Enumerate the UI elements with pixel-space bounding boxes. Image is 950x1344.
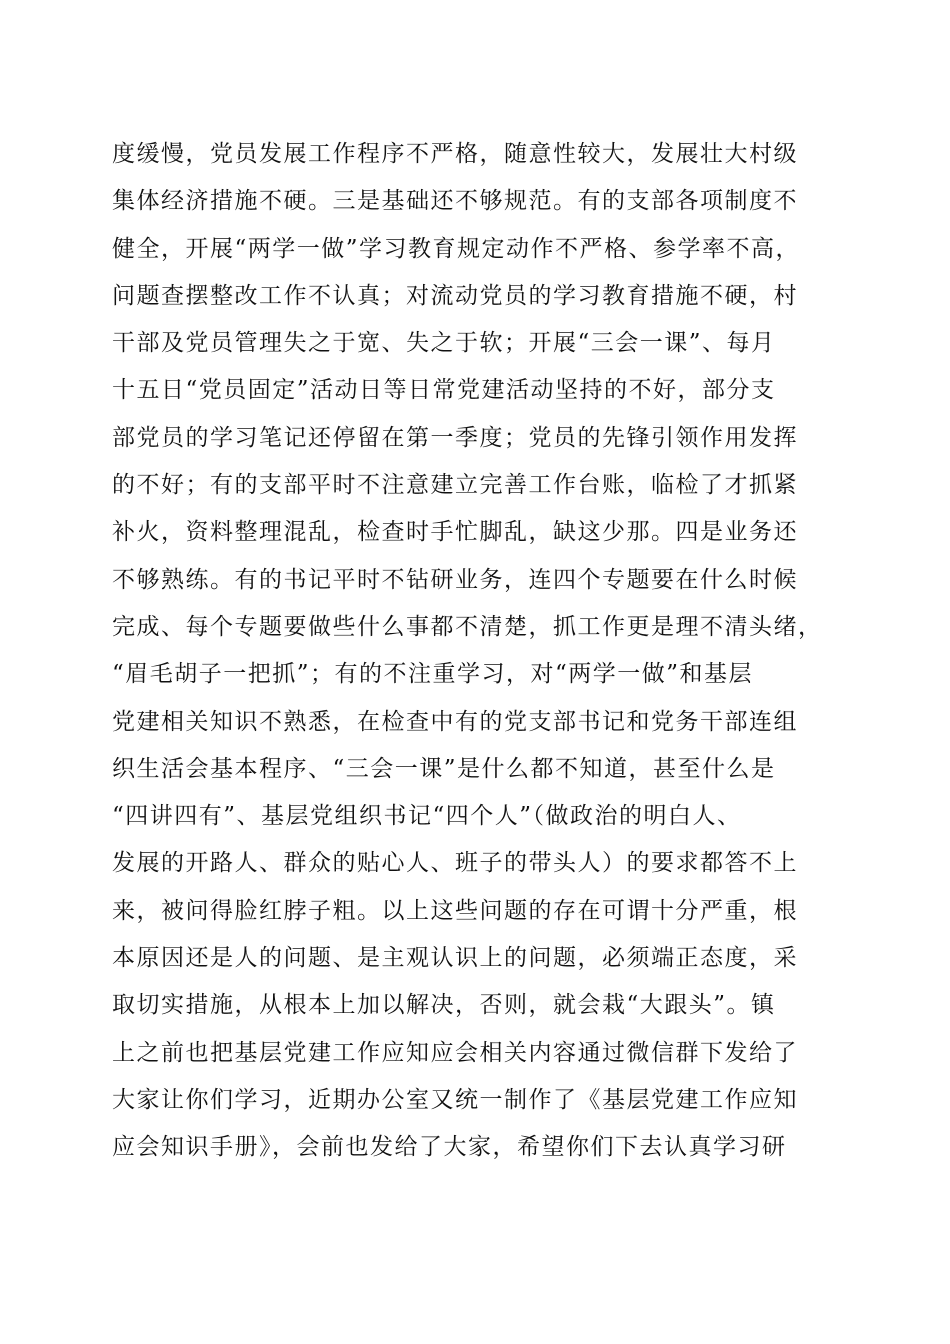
body-text: [112, 131, 842, 1172]
text-line: 本原因还是人的问题、是主观认识上的问题，必须端正态度，采: [112, 945, 798, 972]
text-line: 问题查摆整改工作不认真；对流动党员的学习教育措施不硬，村: [112, 282, 798, 309]
text-line: 的不好；有的支部平时不注意建立完善工作台账，临检了才抓紧: [112, 472, 798, 499]
text-line: 度缓慢，党员发展工作程序不严格，随意性较大，发展壮大村级: [112, 141, 798, 167]
text-line: 上之前也把基层党建工作应知应会相关内容通过微信群下发给了: [112, 1039, 798, 1066]
text-line: “四讲四有”、基层党组织书记“四个人”（做政治的明白人、: [112, 803, 742, 830]
text-line: 干部及党员管理失之于宽、失之于软；开展“三会一课”、每月: [112, 330, 776, 357]
text-line: 健全，开展“两学一做”学习教育规定动作不严格、参学率不高，: [112, 235, 801, 262]
text-line: 集体经济措施不硬。三是基础还不够规范。有的支部各项制度不: [112, 188, 798, 215]
text-line: 党建相关知识不熟悉，在检查中有的党支部书记和党务干部连组: [112, 708, 798, 735]
text-line: 完成、每个专题要做些什么事都不清楚，抓工作更是理不清头绪，: [112, 613, 823, 640]
text-line: 不够熟练。有的书记平时不钻研业务，连四个专题要在什么时候: [112, 566, 798, 593]
text-line: 部党员的学习笔记还停留在第一季度；党员的先锋引领作用发挥: [112, 424, 798, 451]
text-line: 来，被问得脸红脖子粗。以上这些问题的存在可谓十分严重，根: [112, 897, 798, 924]
text-line: 应会知识手册》，会前也发给了大家，希望你们下去认真学习研: [112, 1134, 787, 1161]
text-line: 大家让你们学习，近期办公室又统一制作了《基层党建工作应知: [112, 1086, 798, 1113]
text-line: “眉毛胡子一把抓”；有的不注重学习，对“两学一做”和基层: [112, 661, 754, 688]
text-line: 织生活会基本程序、“三会一课”是什么都不知道，甚至什么是: [112, 755, 776, 782]
text-line: 取切实措施，从根本上加以解决，否则，就会栽“大跟头”。镇: [112, 992, 776, 1019]
text-line: 十五日“党员固定”活动日等日常党建活动坚持的不好，部分支: [112, 377, 776, 404]
text-line: 发展的开路人、群众的贴心人、班子的带头人）的要求都答不上: [112, 850, 798, 877]
text-line: 补火，资料整理混乱，检查时手忙脚乱，缺这少那。四是业务还: [112, 519, 798, 546]
